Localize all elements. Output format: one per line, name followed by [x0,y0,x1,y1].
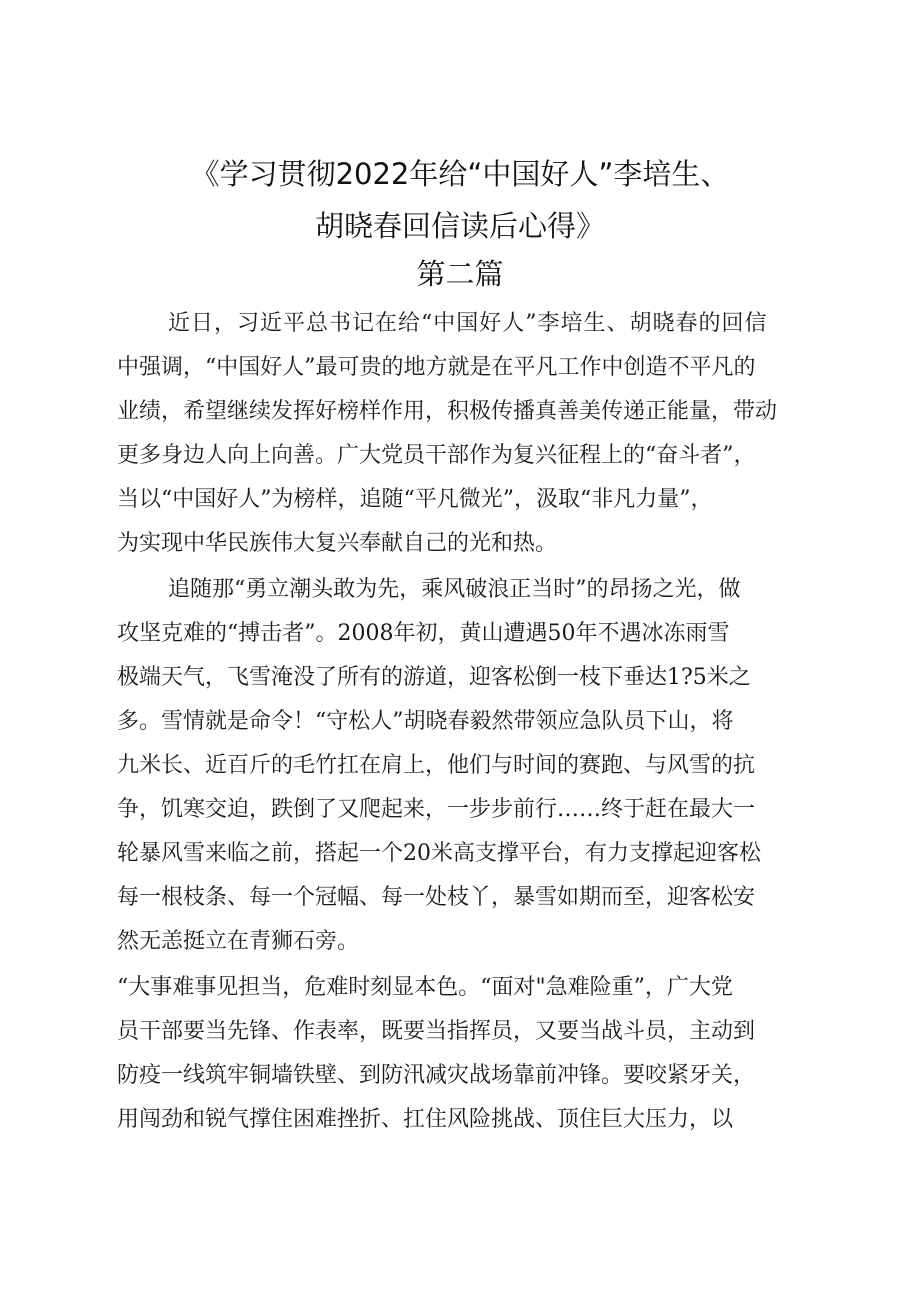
body-line: 近日，习近平总书记在给“中国好人”李培生、胡晓春的回信 [168,311,768,336]
body-line: 业绩，希望继续发挥好榜样作用，积极传播真善美传递正能量，带动 [117,399,778,424]
body-line: 当以“中国好人”为榜样，追随“平凡微光”，汲取“非凡力量”， [117,487,713,512]
body-line: 中强调，“中国好人”最可贵的地方就是在平凡工作中创造不平凡的 [117,355,756,380]
title-line-2: 胡晓春回信读后心得》 [314,209,605,243]
title-line-3: 第二篇 [416,257,504,291]
body-line: 追随那“勇立潮头敢为先，乘风破浪正当时”的昂扬之光，做 [168,577,741,602]
body-line: 用闯劲和锐气撑住困难挫折、扛住风险挑战、顶住巨大压力，以 [117,1107,734,1132]
body-line: 攻坚克难的“搏击者”。2008年初，黄山遭遇50年不遇冰冻雨雪 [117,621,730,646]
body-line: 为实现中华民族伟大复兴奉献自己的光和热。 [117,531,558,556]
title-line-1: 《学习贯彻2022年给“中国好人”李培生、 [190,157,730,191]
body-line: 更多身边人向上向善。广大党员干部作为复兴征程上的“奋斗者”， [117,443,756,468]
body-line: 轮暴风雪来临之前，搭起一个20米高支撑平台，有力支撑起迎客松 [117,841,761,866]
body-line: 多。雪情就是命令！“守松人”胡晓春毅然带领应急队员下山，将 [117,709,734,734]
body-line: 防疫一线筑牢铜墙铁壁、到防汛减灾战场靠前冲锋。要咬紧牙关， [117,1063,756,1088]
body-line: 员干部要当先锋、作表率，既要当指挥员，又要当战斗员，主动到 [117,1019,756,1044]
body-line: “大事难事见担当，危难时刻显本色。“面对"急难险重”，广大党 [117,975,733,1000]
body-line: 极端天气，飞雪淹没了所有的游道，迎客松倒一枝下垂达1?5米之 [117,665,751,690]
body-line: 每一根枝条、每一个冠幅、每一处枝丫，暴雪如期而至，迎客松安 [117,885,756,910]
body-line: 争，饥寒交迫，跌倒了又爬起来，一步步前行……终于赶在最大一 [117,797,756,822]
body-line: 九米长、近百斤的毛竹扛在肩上，他们与时间的赛跑、与风雪的抗 [117,753,756,778]
body-line: 然无恙挺立在青狮石旁。 [117,929,360,954]
